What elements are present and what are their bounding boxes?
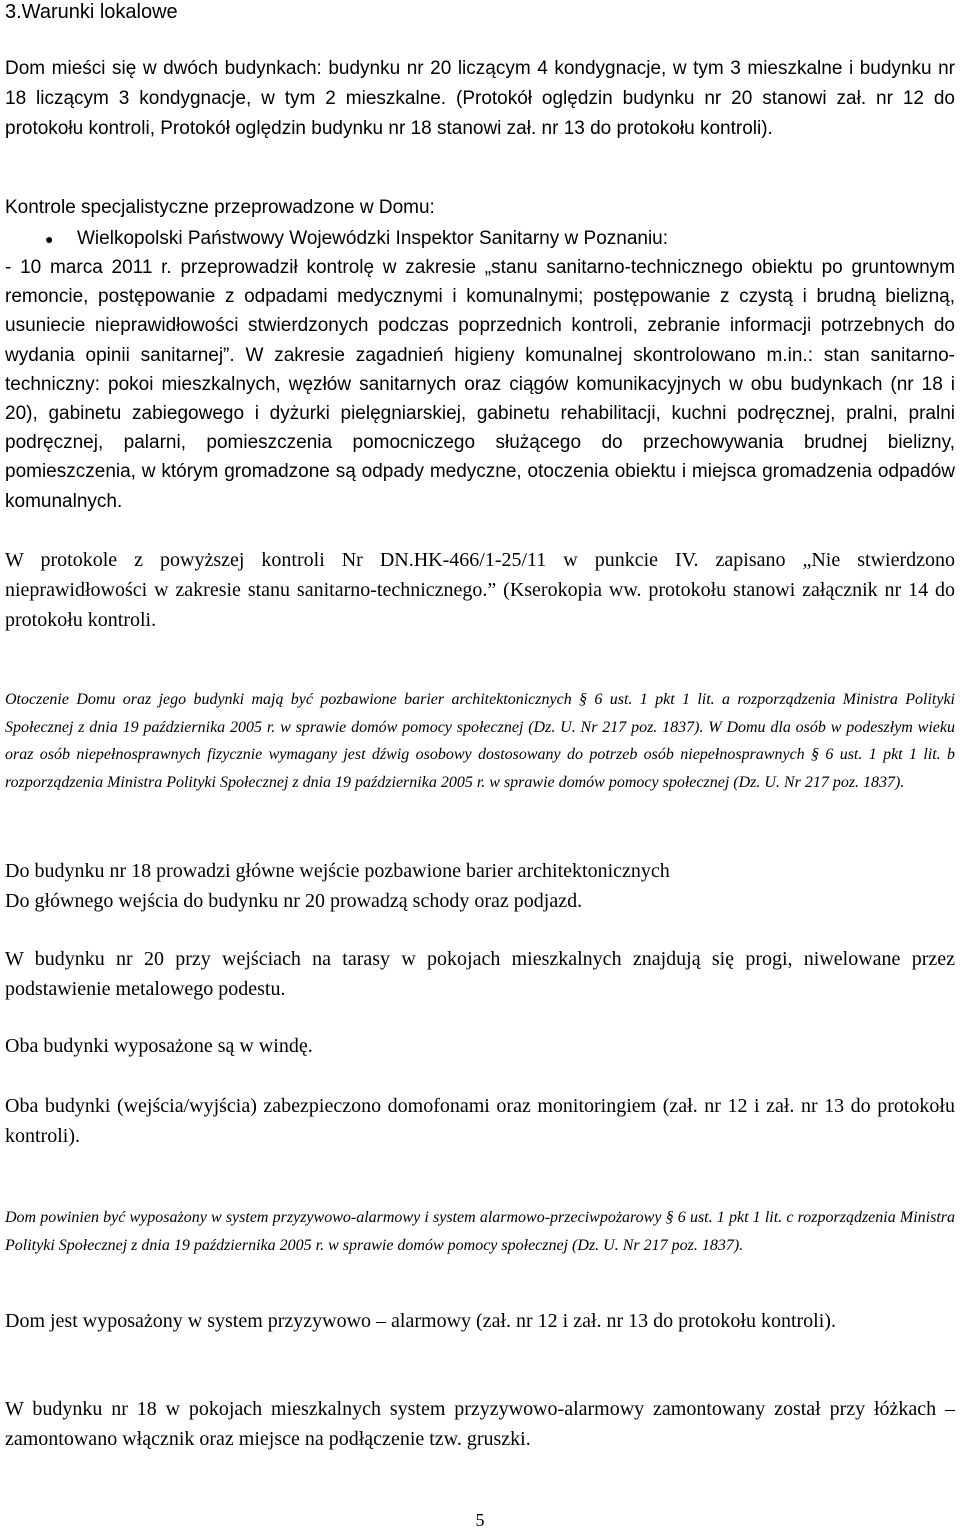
regulation-note-barriers-text: Otoczenie Domu oraz jego budynki mają być pozbawione barier architektonicznych § 6 ust. 1 pkt 1 lit. a rozporządzenia Ministra Polityki Społecznej z dnia 19 października 2005 r. w sprawie domów pomocy społecznej (Dz. U. Nr 217 poz. 1837). W Domu dla osób w podeszłym wieku oraz osób niepełnosprawnych fizycznie wymagany jest dźwig osobowy dostosowany do potrzeb osób niepełnosprawnych § 6 ust. 1 pkt 1 lit. b rozporządzenia Ministra Polityki Społecznej z dnia 19 października 2005 r. w sprawie domów pomocy społecznej (Dz. U. Nr 217 poz. 1837). <box>5 691 955 791</box>
page-number: 5 <box>475 1510 485 1530</box>
controls-label: Kontrole specjalistyczne przeprowadzone w Domu: <box>5 197 435 218</box>
regulation-note-alarm <box>5 1204 955 1259</box>
entrance-building-20: Do głównego wejścia do budynku nr 20 prowadzą schody oraz podjazd. <box>5 890 583 912</box>
alarm-building-18-paragraph: W budynku nr 18 w pokojach mieszkalnych system przyzywowo-alarmowy zamontowany został przy łóżkach – zamontowano włącznik oraz miejsce na podłączenie tzw. gruszki. <box>5 1398 955 1450</box>
bullet-item-text: Wielkopolski Państwowy Wojewódzki Inspektor Sanitarny w Poznaniu: <box>77 228 669 249</box>
protocol-paragraph: W protokole z powyższej kontroli Nr DN.HK-466/1-25/11 w punkcie IV. zapisano „Nie stwierdzono nieprawidłowości w zakresie stanu sanitarno-technicznego.” (Kserokopia ww. protokołu stanowi załącznik nr 14 do protokołu kontroli. <box>5 549 955 631</box>
security-paragraph: Oba budynki (wejścia/wyjścia) zabezpieczono domofonami oraz monitoringiem (zał. nr 12 i zał. nr 13 do protokołu kontroli). <box>5 1095 955 1147</box>
thresholds-paragraph: W budynku nr 20 przy wejściach na tarasy w pokojach mieszkalnych znajdują się progi, niwelowane przez podstawienie metalowego podestu. <box>5 948 955 1000</box>
bullet-icon: ● <box>45 233 54 248</box>
sanitary-inspection-text: - 10 marca 2011 r. przeprowadził kontrolę w zakresie „stanu sanitarno-technicznego obiektu po gruntownym remoncie, postępowanie z odpadami medycznymi i komunalnymi; postępowanie z czystą i brudną bielizną, usuniecie nieprawidłowości stwierdzonych podczas poprzednich kontroli, zebranie informacji potrzebnych do wydania opinii sanitarnej”. W zakresie zagadnień higieny komunalnej skontrolowano m.in.: stan sanitarno-techniczny: pokoi mieszkalnych, węzłów sanitarnych oraz ciągów komunikacyjnych w obu budynkach (nr 18 i 20), gabinetu zabiegowego i dyżurki pielęgniarskiej, gabinetu rehabilitacji, kuchni podręcznej, pralni, pralni podręcznej, palarni, pomieszczenia pomocniczego służącego do przechowywania brudnej bielizny, pomieszczenia, w którym gromadzone są odpady medyczne, otoczenia obiektu i miejsca gromadzenia odpadów komunalnych. <box>5 257 955 512</box>
bullet-list-item <box>5 224 955 254</box>
entrance-building-18: Do budynku nr 18 prowadzi główne wejście pozbawione barier architektonicznych <box>5 860 670 882</box>
intro-paragraph: Dom mieści się w dwóch budynkach: budynku nr 20 liczącym 4 kondygnacje, w tym 3 mieszkalne i budynku nr 18 liczącym 3 kondygnacje, w tym 2 mieszkalne. (Protokół oględzin budynku nr 20 stanowi zał. nr 12 do protokołu kontroli, Protokół oględzin budynku nr 18 stanowi zał. nr 13 do protokołu kontroli). <box>5 58 955 139</box>
alarm-equipped-paragraph: Dom jest wyposażony w system przyzywowo – alarmowy (zał. nr 12 i zał. nr 13 do protokołu kontroli). <box>5 1310 836 1332</box>
sanitary-inspection-paragraph <box>5 253 955 516</box>
section-heading: 3.Warunki lokalowe <box>5 1 178 23</box>
regulation-note-barriers <box>5 686 955 796</box>
elevator-paragraph: Oba budynki wyposażone są w windę. <box>5 1035 313 1057</box>
regulation-note-alarm-text: Dom powinien być wyposażony w system przyzywowo-alarmowy i system alarmowo-przeciwpożarowy § 6 ust. 1 pkt 1 lit. c rozporządzenia Ministra Polityki Społecznej z dnia 19 października 2005 r. w sprawie domów pomocy społecznej (Dz. U. Nr 217 poz. 1837). <box>5 1209 955 1254</box>
